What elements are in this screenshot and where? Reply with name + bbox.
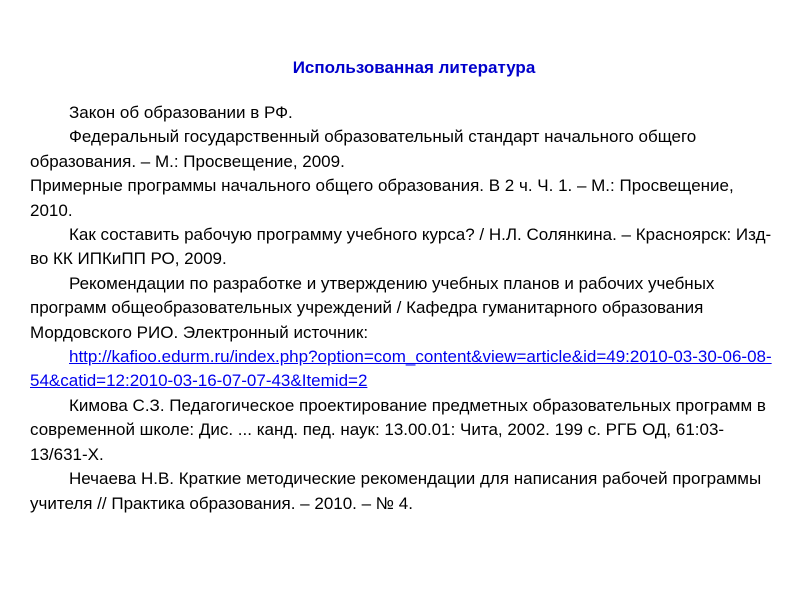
reference-item: Нечаева Н.В. Краткие методические рекомендации для написания рабочей программы учителя // Практика образования. – 2010. – № 4. [30,469,762,513]
reference-link-item [30,345,772,394]
reference-item: Закон об образовании в РФ. [69,103,293,122]
reference-item: Федеральный государственный образовательный стандарт начального общего образования. – М.: Просвещение, 2009. [30,127,697,171]
reference-list [30,101,772,516]
reference-item: Как составить рабочую программу учебного курса? / Н.Л. Солянкина. – Красноярск: Изд-во КК ИПКиПП РО, 2009. [30,225,772,269]
reference-link[interactable]: http://kafioo.edurm.ru/index.php?option=com_content&view=article&id=49:2010-03-30-06-08-54&catid=12:2010-03-16-07-07-43&Itemid=2 [30,347,772,391]
reference-item: Кимова С.З. Педагогическое проектирование предметных образовательных программ в современной школе: Дис. ... канд. пед. наук: 13.00.01: Чита, 2002. 199 с. РГБ ОД, 61:03-13/631-X. [30,395,766,464]
reference-item: Рекомендации по разработке и утверждению учебных планов и рабочих учебных программ общеобразовательных учреждений / Кафедра гуманитарного образования Мордовского РИО. Электронный источник: [30,273,715,342]
page-title: Использованная литература [292,58,536,77]
reference-item: Примерные программы начального общего образования. В 2 ч. Ч. 1. – М.: Просвещение, 2010. [30,176,734,220]
